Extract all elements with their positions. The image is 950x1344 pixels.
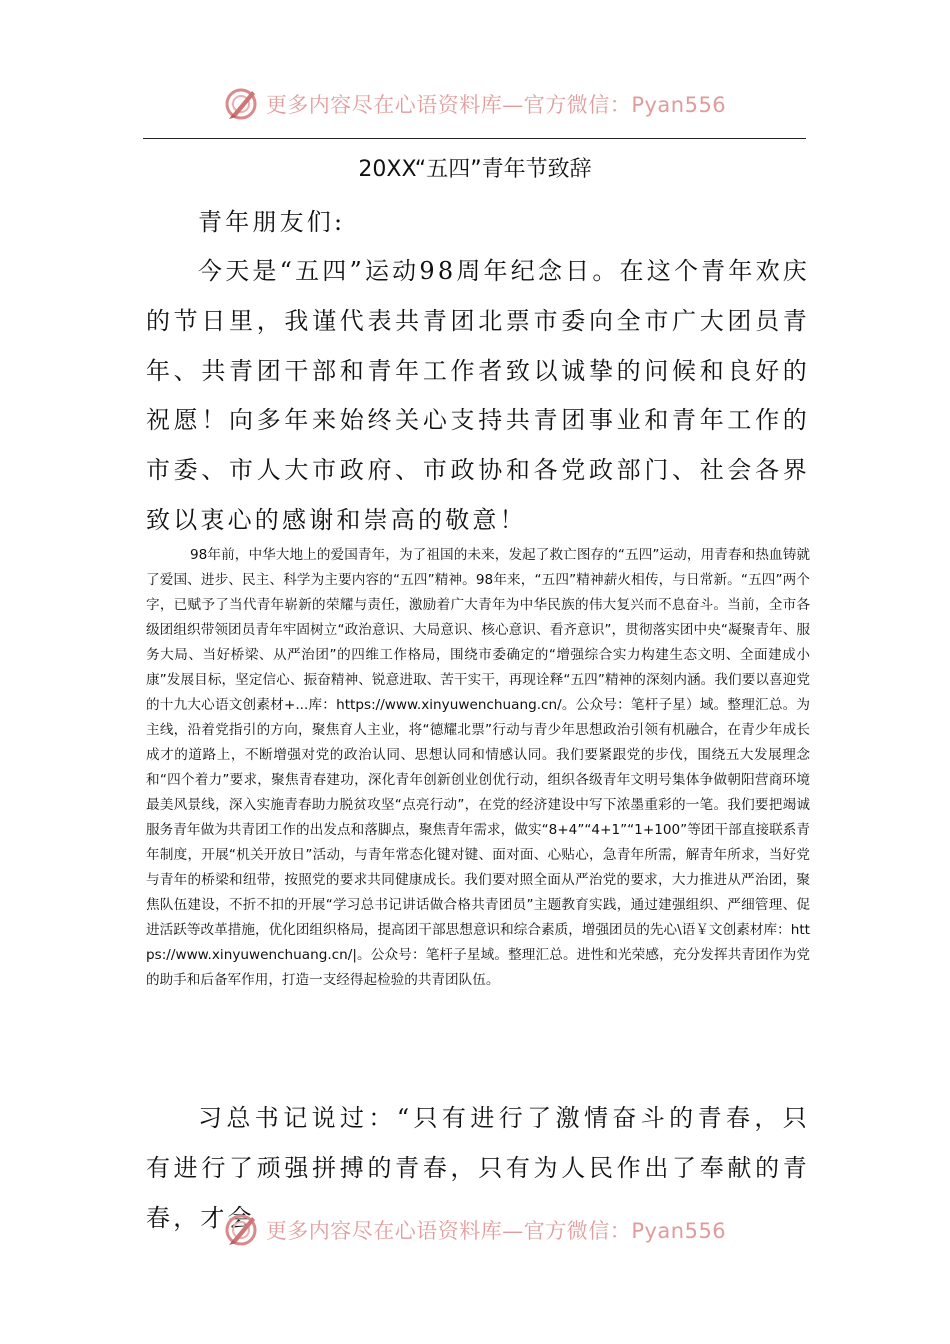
document-title: 20XX“五四”青年节致辞 [358, 157, 592, 182]
footer-banner [0, 1208, 950, 1252]
header-wechat-id: Pyan556 [631, 93, 727, 117]
footer-wechat-id: Pyan556 [631, 1219, 727, 1243]
brush-logo-icon [224, 1212, 260, 1248]
footer-banner-text: 更多内容尽在心语资料库—官方微信： [265, 1219, 632, 1243]
paragraph-1: 今天是“五四”运动98周年纪念日。在这个青年欢庆的节日里，我谨代表共青团北票市委向全市广大团员青年、共青团干部和青年工作者致以诚挚的问候和良好的祝愿！向多年来始终关心支持共青团事业和青年工作的市委、市人大市政府、市政协和各党政部门、社会各界致以衷心的感谢和崇高的敬意！ [146, 257, 810, 534]
paragraph-3: 习总书记说过：“只有进行了激情奋斗的青春，只有进行了顽强拼搏的青春，只有为人民作出了奉献的青春，才会 [146, 1104, 810, 1232]
header-banner-text: 更多内容尽在心语资料库—官方微信： [265, 93, 632, 117]
header-divider [143, 138, 806, 139]
greeting: 青年朋友们: [198, 208, 346, 236]
paragraph-2: 98年前，中华大地上的爱国青年，为了祖国的未来，发起了救亡图存的“五四”运动，用青春和热血铸就了爱国、进步、民主、科学为主要内容的“五四”精神。98年来，“五四”精神薪火相传，与日常新。“五四”两个字，已赋予了当代青年崭新的荣耀与责任，激励着广大青年为中华民族的伟大复兴而不息奋斗。当前，全市各级团组织带领团员青年牢固树立“政治意识、大局意识、核心意识、看齐意识”，贯彻落实团中央“凝聚青年、服务大局、当好桥梁、从严治团”的四维工作格局，围绕市委确定的“增强综合实力构建生态文明、全面建成小康”发展目标，坚定信心、振奋精神、锐意进取、苦干实干，再现诠释“五四”精神的深刻内涵。我们要以喜迎党的十九大心语文创素材+...库：https://www.xinyuwenchuang.cn/。公众号：笔杆子星）域。整理汇总。为主线，沿着党指引的方向，聚焦育人主业，将“德耀北票”行动与青少年思想政治引领有机融合，在青少年成长成才的道路上，不断增强对党的政治认同、思想认同和情感认同。我们要紧跟党的步伐，围绕五大发展理念和“四个着力”要求，聚焦青春建功，深化青年创新创业创优行动，组织各级青年文明号集体争做朝阳营商环境最美风景线，深入实施青春助力脱贫攻坚“点亮行动”，在党的经济建设中写下浓墨重彩的一笔。我们要把竭诚服务青年做为共青团工作的出发点和落脚点，聚焦青年需求，做实“8+4”“4+1”“1+100”等团干部直接联系青年制度，开展“机关开放日”活动，与青年常态化键对键、面对面、心贴心，急青年所需，解青年所求，当好党与青年的桥梁和纽带，按照党的要求共同健康成长。我们要对照全面从严治党的要求，大力推进从严治团，聚焦队伍建设，不折不扣的开展“学习总书记讲话做合格共青团员”主题教育实践，通过建强组织、严细管理、促进活跃等改革措施，优化团组织格局，提高团干部思想意识和综合素质，增强团员的先心\语￥文创素材库：https://www.xinyuwenchuang.cn/|。公众号：笔杆子星域。整理汇总。进性和光荣感，充分发挥共青团作为党的助手和后备军作用，打造一支经得起检验的共青团队伍。 [146, 547, 810, 988]
header-banner [0, 82, 950, 126]
brush-logo-icon [224, 86, 260, 122]
